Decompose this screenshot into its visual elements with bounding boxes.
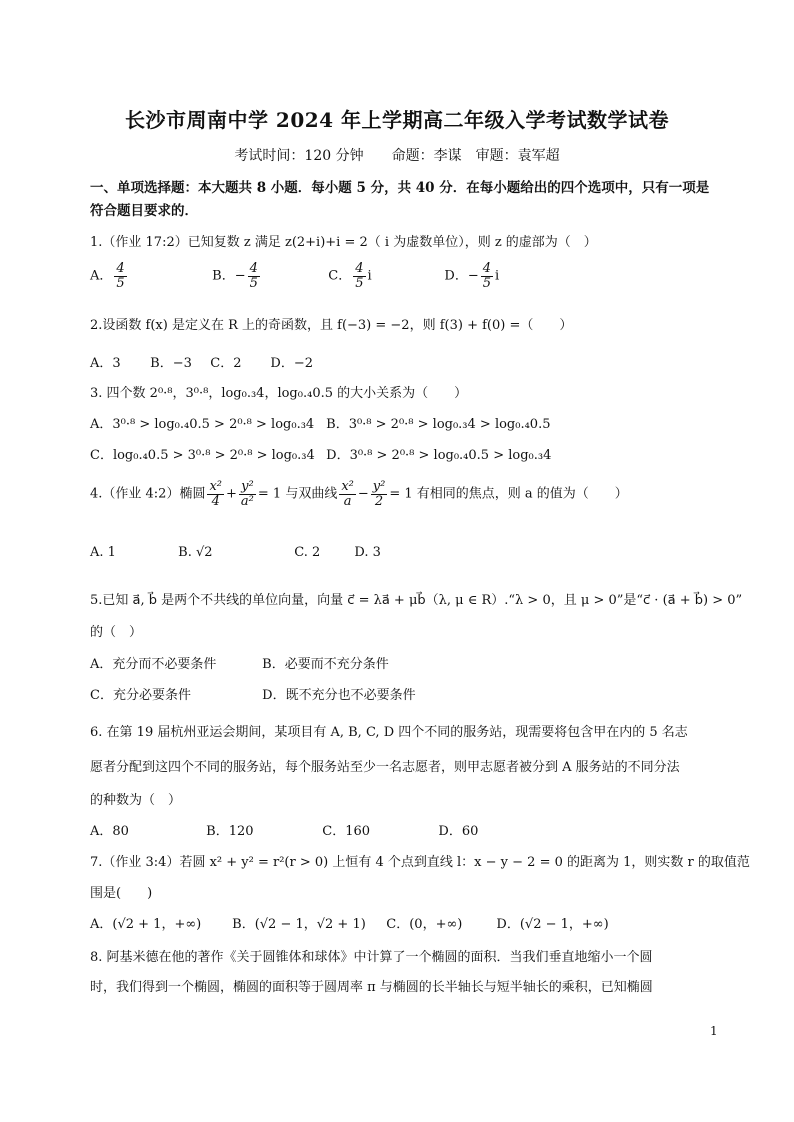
question-5-option-b: B．必要而不充分条件 [262,657,389,672]
question-6-option-c: C．160 [322,824,371,839]
question-7-stem-line2: 围是( ) [90,886,153,901]
question-6-options [90,820,478,839]
question-5-options-row1 [90,653,389,672]
question-8-stem-line2: 时，我们得到一个椭圆，椭圆的面积等于圆周率 π 与椭圆的长半轴长与短半轴长的乘积，已知椭圆 [90,980,653,995]
question-2-option-b: B．−3 [150,356,192,371]
question-7-options [90,913,609,932]
question-4-option-c: C. 2 [294,545,321,560]
exam-title: 长沙市周南中学 2024 年上学期高二年级入学考试数学试卷 [124,108,670,132]
question-7-option-c: C．(0，+∞) [386,917,463,932]
question-5-stem-line1: 5.已知 a⃗, b⃗ 是两个不共线的单位向量，向量 c⃗ = λa⃗ + μb⃗（λ, μ ∈ R）.“λ > 0，且 μ > 0”是“c⃗ · (a⃗ + b⃗) > 0” [90,593,743,608]
question-2-option-d: D．−2 [270,356,314,371]
question-1-options [90,262,499,290]
question-7-option-b: B．(√2 − 1，√2 + 1) [232,917,366,932]
question-6-option-a: A．80 [90,824,129,839]
question-2-option-c: C．2 [210,356,242,371]
question-5-option-d: D．既不充分也不必要条件 [262,688,416,703]
question-4-options [90,545,381,560]
page-number: 1 [710,1024,718,1038]
question-5-option-c: C．充分必要条件 [90,688,191,703]
question-7-option-a: A．(√2 + 1，+∞) [90,917,202,932]
question-5-options-row2 [90,684,416,703]
question-4-stem: 4.（作业 4:2）椭圆 $\frac{\text{x²}}{4}$ + $\frac{\text{y²}}{\text{a²}}$ = 1 与双曲线 $\frac{\text{x²}}{a}$ − $\frac{\text{y²}}{2}$ = 1 有相同的焦点，则 a 的值为（ ） [90,479,628,509]
question-4-option-b: B. √2 [178,545,213,560]
question-3-option-a: A．3⁰·⁸ > log₀.₄0.5 > 2⁰·⁸ > log₀.₃4 [90,417,315,432]
question-6-option-d: D．60 [438,824,479,839]
question-6-option-b: B．120 [206,824,254,839]
section-heading-line1: 一、单项选择题：本大题共 8 小题．每小题 5 分，共 40 分．在每小题给出的四个选项中，只有一项是 [90,180,710,196]
question-4-option-a: A. 1 [90,545,116,560]
question-1-option-c: C． $\frac{4}{5}$ i [328,261,372,291]
exam-subtitle: 考试时间：120 分钟 命题：李谋 审题：袁军超 [234,148,560,164]
question-3-option-c: C．log₀.₄0.5 > 3⁰·⁸ > 2⁰·⁸ > log₀.₃4 [90,448,315,463]
section-heading-line2: 符合题目要求的． [90,203,198,219]
question-3-options-row1 [90,413,551,432]
question-1-option-d: D．− $\frac{4}{5}$ i [444,261,500,291]
question-7-stem-line1: 7.（作业 3:4）若圆 x² + y² = r²(r > 0) 上恒有 4 个点到直线 l：x − y − 2 = 0 的距离为 1，则实数 r 的取值范 [90,855,750,870]
question-5-stem-line2: 的（ ） [90,625,143,640]
question-4-option-d: D. 3 [354,545,381,560]
question-1-option-b: B．− $\frac{4}{5}$ [212,261,258,291]
question-3-options-row2 [90,444,551,463]
question-2-option-a: A．3 [90,356,121,371]
question-3-option-b: B．3⁰·⁸ > 2⁰·⁸ > log₀.₃4 > log₀.₄0.5 [326,417,551,432]
question-7-option-d: D．(√2 − 1，+∞) [496,917,609,932]
question-5-option-a: A．充分而不必要条件 [90,657,217,672]
question-3-stem: 3. 四个数 2⁰·⁸，3⁰·⁸，log₀.₃4，log₀.₄0.5 的大小关系为（ ） [90,386,468,401]
question-1-stem: 1.（作业 17:2）已知复数 z 满足 z(2+i)+i = 2（ i 为虚数单位），则 z 的虚部为（ ） [90,235,597,250]
question-1-option-a: A． $\frac{4}{5}$ [90,261,125,291]
question-3-option-d: D．3⁰·⁸ > 2⁰·⁸ > log₀.₄0.5 > log₀.₃4 [326,448,552,463]
question-6-stem-line2: 愿者分配到这四个不同的服务站，每个服务站至少一名志愿者，则甲志愿者被分到 A 服务站的不同分法 [90,760,680,775]
question-6-stem-line3: 的种数为（ ） [90,793,182,808]
question-8-stem-line1: 8. 阿基米德在他的著作《关于圆锥体和球体》中计算了一个椭圆的面积．当我们垂直地缩小一个圆 [90,950,653,965]
question-6-stem-line1: 6. 在第 19 届杭州亚运会期间，某项目有 A, B, C, D 四个不同的服务站，现需要将包含甲在内的 5 名志 [90,725,688,740]
question-2-options [90,352,313,371]
question-2-stem: 2.设函数 f(x) 是定义在 R 上的奇函数，且 f(−3) = −2，则 f(3) + f(0) =（ ） [90,318,573,333]
